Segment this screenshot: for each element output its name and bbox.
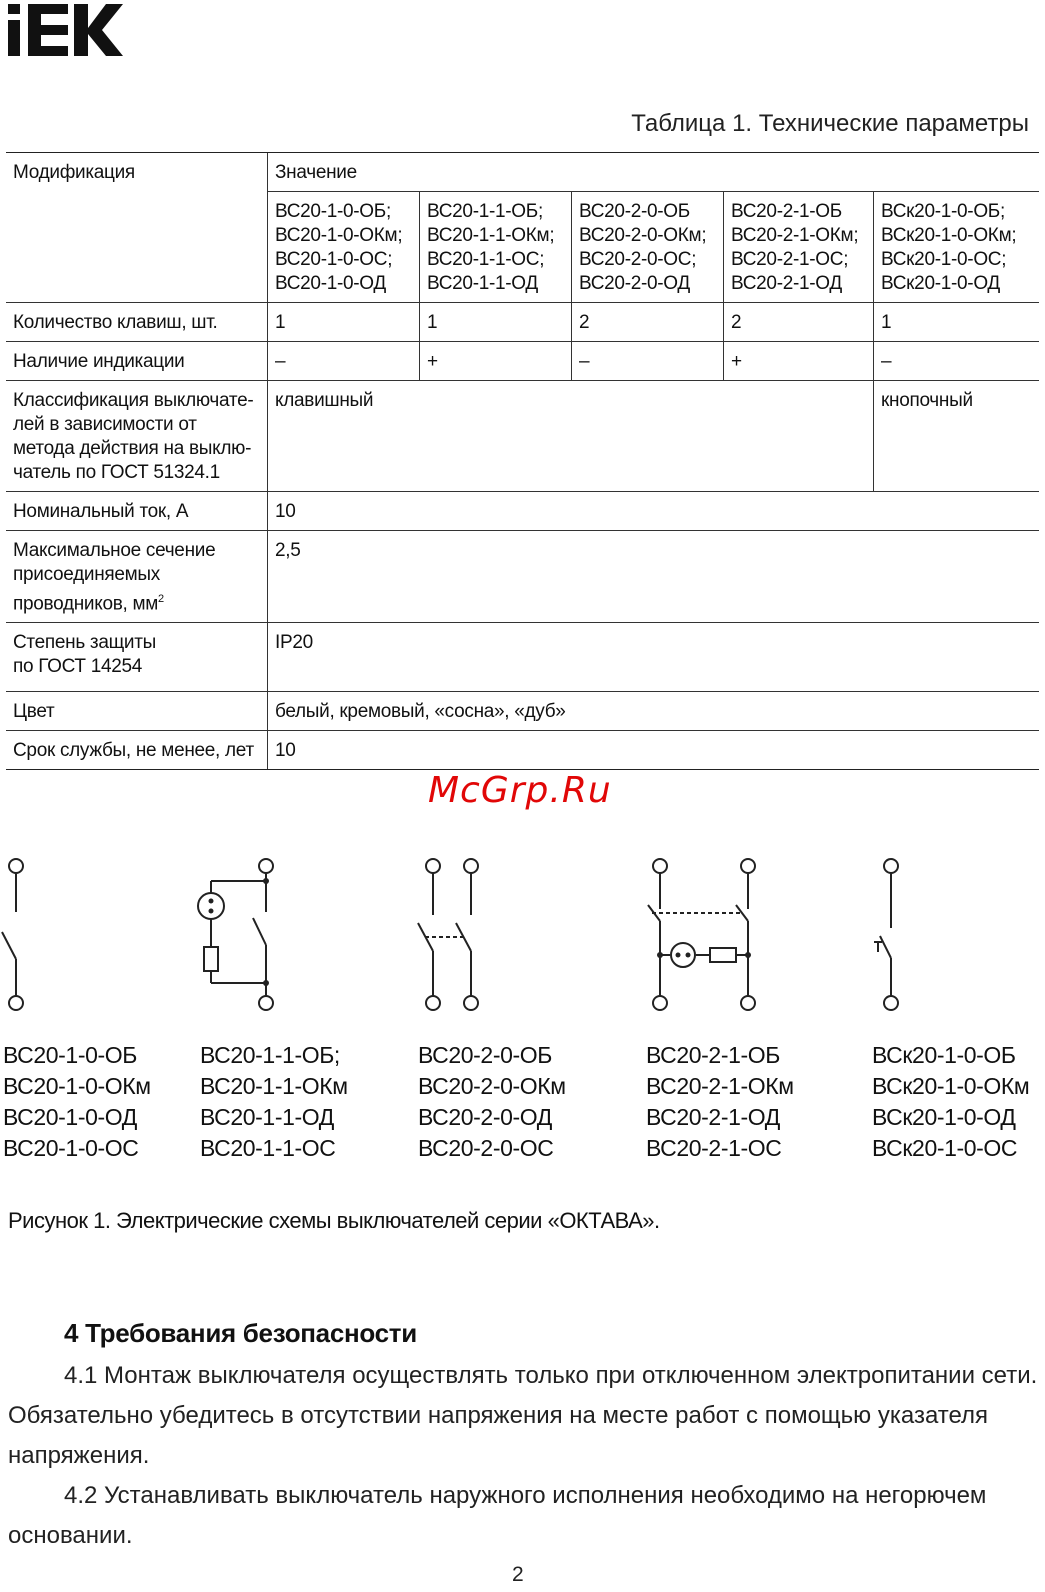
row-value: 10 bbox=[268, 731, 1040, 770]
row-label: Номинальный ток, А bbox=[6, 492, 268, 531]
schematic-label: ВС20-2-0-ОКм bbox=[418, 1073, 566, 1099]
row-value: 2 bbox=[572, 303, 724, 342]
model-cell: ВС20-1-0-ОБ; ВС20-1-0-ОКм; ВС20-1-0-ОС; ВС20-1-0-ОД bbox=[268, 192, 420, 303]
schematic-label: ВС20-2-1-ОС bbox=[646, 1135, 782, 1161]
schematic-label: ВС20-1-1-ОД bbox=[200, 1104, 334, 1130]
schematic-5 bbox=[874, 859, 898, 1010]
row-label-sup: 2 bbox=[158, 593, 164, 605]
schematic-label: ВСк20-1-0-ОД bbox=[872, 1104, 1016, 1130]
table-row bbox=[6, 731, 1039, 770]
row-value: + bbox=[420, 342, 572, 381]
row-value: – bbox=[572, 342, 724, 381]
section-body bbox=[8, 1356, 1038, 1556]
schematic-label: ВС20-2-0-ОС bbox=[418, 1135, 554, 1161]
table-row bbox=[6, 623, 1039, 692]
table-row bbox=[6, 342, 1039, 381]
schematic-label: ВС20-1-1-ОКм bbox=[200, 1073, 348, 1099]
row-value: 1 bbox=[268, 303, 420, 342]
schematic-label: ВС20-2-0-ОБ bbox=[418, 1042, 552, 1068]
row-value: 10 bbox=[268, 492, 1040, 531]
schematic-label: ВС20-1-0-ОС bbox=[3, 1135, 139, 1161]
table-header-row bbox=[6, 153, 1039, 192]
row-value: 2,5 bbox=[268, 531, 1040, 623]
header-param: Модификация bbox=[6, 153, 268, 303]
row-label-text: Максимальное сечение присоединяемых проводников, мм bbox=[13, 540, 216, 615]
schematic-labels-4 bbox=[646, 1040, 794, 1164]
section-heading: 4 Требования безопасности bbox=[64, 1318, 417, 1348]
model-cell: ВС20-2-0-ОБ ВС20-2-0-ОКм; ВС20-2-0-ОС; ВС20-2-0-ОД bbox=[572, 192, 724, 303]
row-label bbox=[6, 531, 268, 623]
schematic-label: ВС20-1-0-ОД bbox=[3, 1104, 137, 1130]
schematic-label: ВС20-2-1-ОД bbox=[646, 1104, 780, 1130]
row-value: IP20 bbox=[268, 623, 1040, 692]
schematic-labels-5 bbox=[872, 1040, 1029, 1164]
header-value: Значение bbox=[268, 153, 1040, 192]
schematic-3 bbox=[418, 859, 478, 1010]
model-cell: ВС20-1-1-ОБ; ВС20-1-1-ОКм; ВС20-1-1-ОС; ВС20-1-1-ОД bbox=[420, 192, 572, 303]
row-value: + bbox=[724, 342, 874, 381]
row-label: Срок службы, не менее, лет bbox=[6, 731, 268, 770]
watermark: McGrp.Ru bbox=[428, 770, 612, 811]
schematic-label: ВС20-1-1-ОБ; bbox=[200, 1042, 340, 1068]
schematic-label: ВС20-2-1-ОБ bbox=[646, 1042, 780, 1068]
schematic-label: ВС20-1-1-ОС bbox=[200, 1135, 336, 1161]
table-row bbox=[6, 492, 1039, 531]
row-label: Цвет bbox=[6, 692, 268, 731]
row-label: Степень защиты по ГОСТ 14254 bbox=[6, 623, 268, 692]
table-row bbox=[6, 303, 1039, 342]
schematic-1 bbox=[2, 859, 23, 1010]
schematic-labels-2 bbox=[200, 1040, 348, 1164]
table-row bbox=[6, 381, 1039, 492]
schematics-diagram bbox=[0, 845, 1045, 1020]
schematic-label: ВСк20-1-0-ОБ bbox=[872, 1042, 1016, 1068]
schematic-2 bbox=[198, 859, 273, 1010]
row-label: Наличие индикации bbox=[6, 342, 268, 381]
schematic-label: ВС20-1-0-ОБ bbox=[3, 1042, 137, 1068]
row-label: Классификация выключате- лей в зависимости от метода действия на выклю- чатель по ГОСТ 51324.1 bbox=[6, 381, 268, 492]
row-label: Количество клавиш, шт. bbox=[6, 303, 268, 342]
table-row bbox=[6, 692, 1039, 731]
paragraph: 4.2 Устанавливать выключатель наружного исполнения необходимо на негорючем основании. bbox=[8, 1482, 987, 1549]
schematic-label: ВСк20-1-0-ОКм bbox=[872, 1073, 1030, 1099]
schematic-4 bbox=[648, 859, 755, 1010]
schematic-label: ВС20-2-0-ОД bbox=[418, 1104, 552, 1130]
table-caption: Таблица 1. Технические параметры bbox=[631, 110, 1029, 137]
row-value: белый, кремовый, «сосна», «дуб» bbox=[268, 692, 1040, 731]
schematic-label: ВСк20-1-0-ОС bbox=[872, 1135, 1018, 1161]
row-value: кнопочный bbox=[874, 381, 1040, 492]
row-value: 2 bbox=[724, 303, 874, 342]
schematic-labels-1 bbox=[3, 1040, 151, 1164]
figure-caption: Рисунок 1. Электрические схемы выключателей серии «ОКТАВА». bbox=[8, 1208, 660, 1233]
table-row bbox=[6, 531, 1039, 623]
paragraph: 4.1 Монтаж выключателя осуществлять только при отключенном электропитании сети. Обязательно убедитесь в отсутствии напряжения на месте работ с помощью указателя напряжения. bbox=[8, 1362, 1038, 1469]
schematic-label: ВС20-1-0-ОКм bbox=[3, 1073, 151, 1099]
spec-table bbox=[6, 152, 1039, 770]
page-number: 2 bbox=[512, 1563, 524, 1586]
row-value: – bbox=[268, 342, 420, 381]
model-cell: ВСк20-1-0-ОБ; ВСк20-1-0-ОКм; ВСк20-1-0-ОС; ВСк20-1-0-ОД bbox=[874, 192, 1040, 303]
model-cell: ВС20-2-1-ОБ ВС20-2-1-ОКм; ВС20-2-1-ОС; ВС20-2-1-ОД bbox=[724, 192, 874, 303]
schematic-labels-3 bbox=[418, 1040, 566, 1164]
row-value: клавишный bbox=[268, 381, 874, 492]
row-value: 1 bbox=[874, 303, 1040, 342]
row-value: – bbox=[874, 342, 1040, 381]
schematic-label: ВС20-2-1-ОКм bbox=[646, 1073, 794, 1099]
iek-logo bbox=[8, 4, 123, 56]
row-value: 1 bbox=[420, 303, 572, 342]
